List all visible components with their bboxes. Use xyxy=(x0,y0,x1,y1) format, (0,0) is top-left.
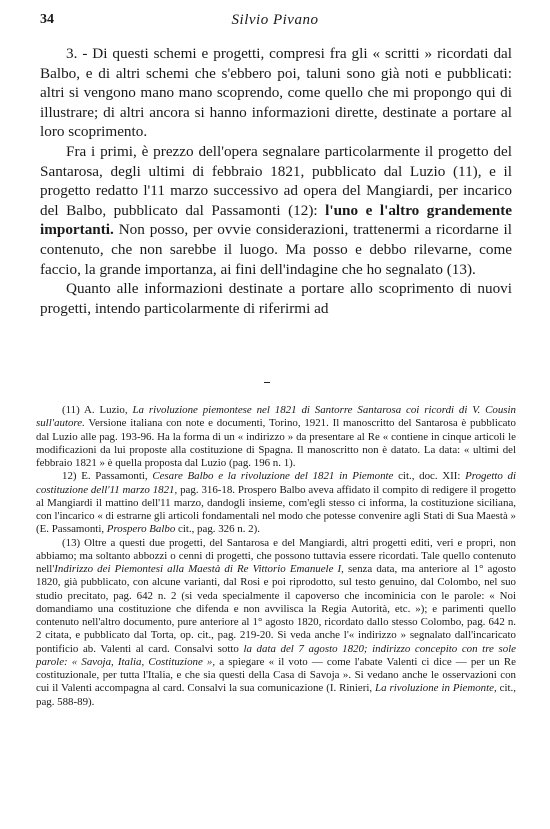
paragraph-section-3: 3. - Di questi schemi e progetti, compresi fra gli « scritti » ricordati dal Balbo, e di altri schemi che s'ebbero poi, taluni sono già noti e pubblicati: altri si vengono mano mano scoprendo, come quello che mi propongo qui di illustrare; di altri ancora si hanno informazioni dirette, destinate a portare al loro scoprimento. xyxy=(40,45,512,141)
footnote-11 xyxy=(36,404,516,470)
footnote-13-work: La rivoluzione in Piemonte, xyxy=(375,682,497,695)
paragraph-projects xyxy=(40,142,512,279)
footnote-12-work: Prospero Balbo xyxy=(106,523,176,536)
footnote-13-a: (13) Oltre a questi due progetti, del Santarosa e del Mangiardi, altri progetti editi, veri e propri, non abbiamo; ma soltanto abbozzi o cenni di progetti, che possono tuttavia essere ricordati. Tale quello contenuto nell' xyxy=(36,536,516,575)
footnote-11-title: La rivoluzione piemontese nel 1821 di Santorre Santarosa coi ricordi di V. Cousin sull'autore. xyxy=(36,404,516,430)
footnote-separator xyxy=(264,382,270,387)
footnote-13-quote: la data del 7 agosto 1820; indirizzo concepito con tre sole parole: « Savoja, Italia, Costituzione », xyxy=(36,642,517,668)
footnote-11-c: Versione italiana con note e documenti, Torino, 1921. Il manoscritto del Santarosa è pubblicato dal Luzio alle pag. 193-96. Ha la forma di un « indirizzo » da presentare al Re « contiene in cinque articoli le modificazioni da lui proposte alla costituzione di Spagna. Il manoscritto non è datato. La data: « ultimi del febbraio 1821 » è quella proposta dal Luzio (pag. 196 n. 1). xyxy=(36,417,516,469)
footnotes xyxy=(36,404,516,709)
page-header xyxy=(40,12,510,32)
paragraph-informations: Quanto alle informazioni destinate a portare allo scoprimento di nuovi progetti, intendo particolarmente di riferirmi ad xyxy=(40,280,512,317)
footnote-11-a: (11) A. Luzio, xyxy=(62,404,133,416)
footnote-12-title: Cesare Balbo e la rivoluzione del 1821 in Piemonte xyxy=(152,470,394,483)
footnote-13-title: Indirizzo dei Piemontesi alla Maestà di Re Vittorio Emanuele I, xyxy=(54,563,344,575)
paragraph-projects-a: Fra i primi, è prezzo dell'opera segnalare particolarmente il progetto del Santarosa, degli ultimi di febbraio 1821, pubblicato dal Luzio (11), e il progetto redatto l'11 marzo successivo ad opera del Mangiardi, per incarico del Balbo, pubblicato dal Passamonti (12): xyxy=(40,142,512,219)
footnote-12-e: pag. 316-18. Prospero Balbo aveva affidato il compito di redigere il progetto al Mangiardi il mattino dell'11 marzo, dandogli insieme, com'egli stesso ci informa, la costituzione siciliana, con l'incarico « di estrarne gli articoli fondamentali nel modo che potesse convenire agli Stati di Sua Maestà » (E. Passamonti, xyxy=(36,483,516,536)
footnote-13-g: cit., pag. 588-89). xyxy=(36,682,516,708)
main-text xyxy=(40,44,512,318)
footnote-13-c: senza data, ma anteriore al 1° agosto 1820, già pubblicato, con alcune varianti, dal Rosi e poi riprodotto, sul testo genuino, dal Colombo, nel suo studio precitato, pag. 642 n. 2 (si veda specialmente il capoverso che incominicia con le parole: « Noi domandiamo una costituzione che difenda e non avvilisca la Regia Autorità, etc. »); e parimenti quello contenuto nell'altro documento, pure anteriore al 1° agosto 1820, ricordato dallo stesso Colombo, pag. 642 n. 2 citata, e pubblicato dal Torta, op. cit., pag. 219-20. Si veda anche l'« indirizzo » segnalato dall'incaricato pontificio ab. Valenti al card. Consalvi sotto xyxy=(36,563,516,655)
footnote-13 xyxy=(36,537,516,709)
paragraph-projects-c: Non posso, per ovvie considerazioni, trattenermi a ricordarne il contenuto, che non sarebbe il luogo. Ma posso e debbo rilevarne, come faccio, la grande importanza, ai fini dell'indagine che ho segnalato (13). xyxy=(40,221,512,278)
footnote-12-a: 12) E. Passamonti, xyxy=(62,470,153,483)
footnote-13-e: a spiegare « il voto — come l'abate Valenti ci dice — per un Re costituzionale, per tutta l'Italia, e che sia questi della Casa di Savoja ». Si vedano anche le osservazioni con cui il Valenti accompagna al card. Consalvi la sua comunicazione (I. Rinieri, xyxy=(36,655,516,695)
paragraph-projects-b: l'uno e l'altro grandemente importanti. xyxy=(40,201,512,239)
footnote-12-doc-title: Progetto di costituzione dell'11 marzo 1821, xyxy=(36,470,516,496)
running-head: Silvio Pivano xyxy=(231,12,319,28)
footnote-12-g: cit., pag. 326 n. 2). xyxy=(175,523,260,536)
footnote-12-c: cit., doc. XII: xyxy=(393,470,466,483)
footnote-12 xyxy=(36,470,516,536)
page-number: 34 xyxy=(40,12,54,27)
